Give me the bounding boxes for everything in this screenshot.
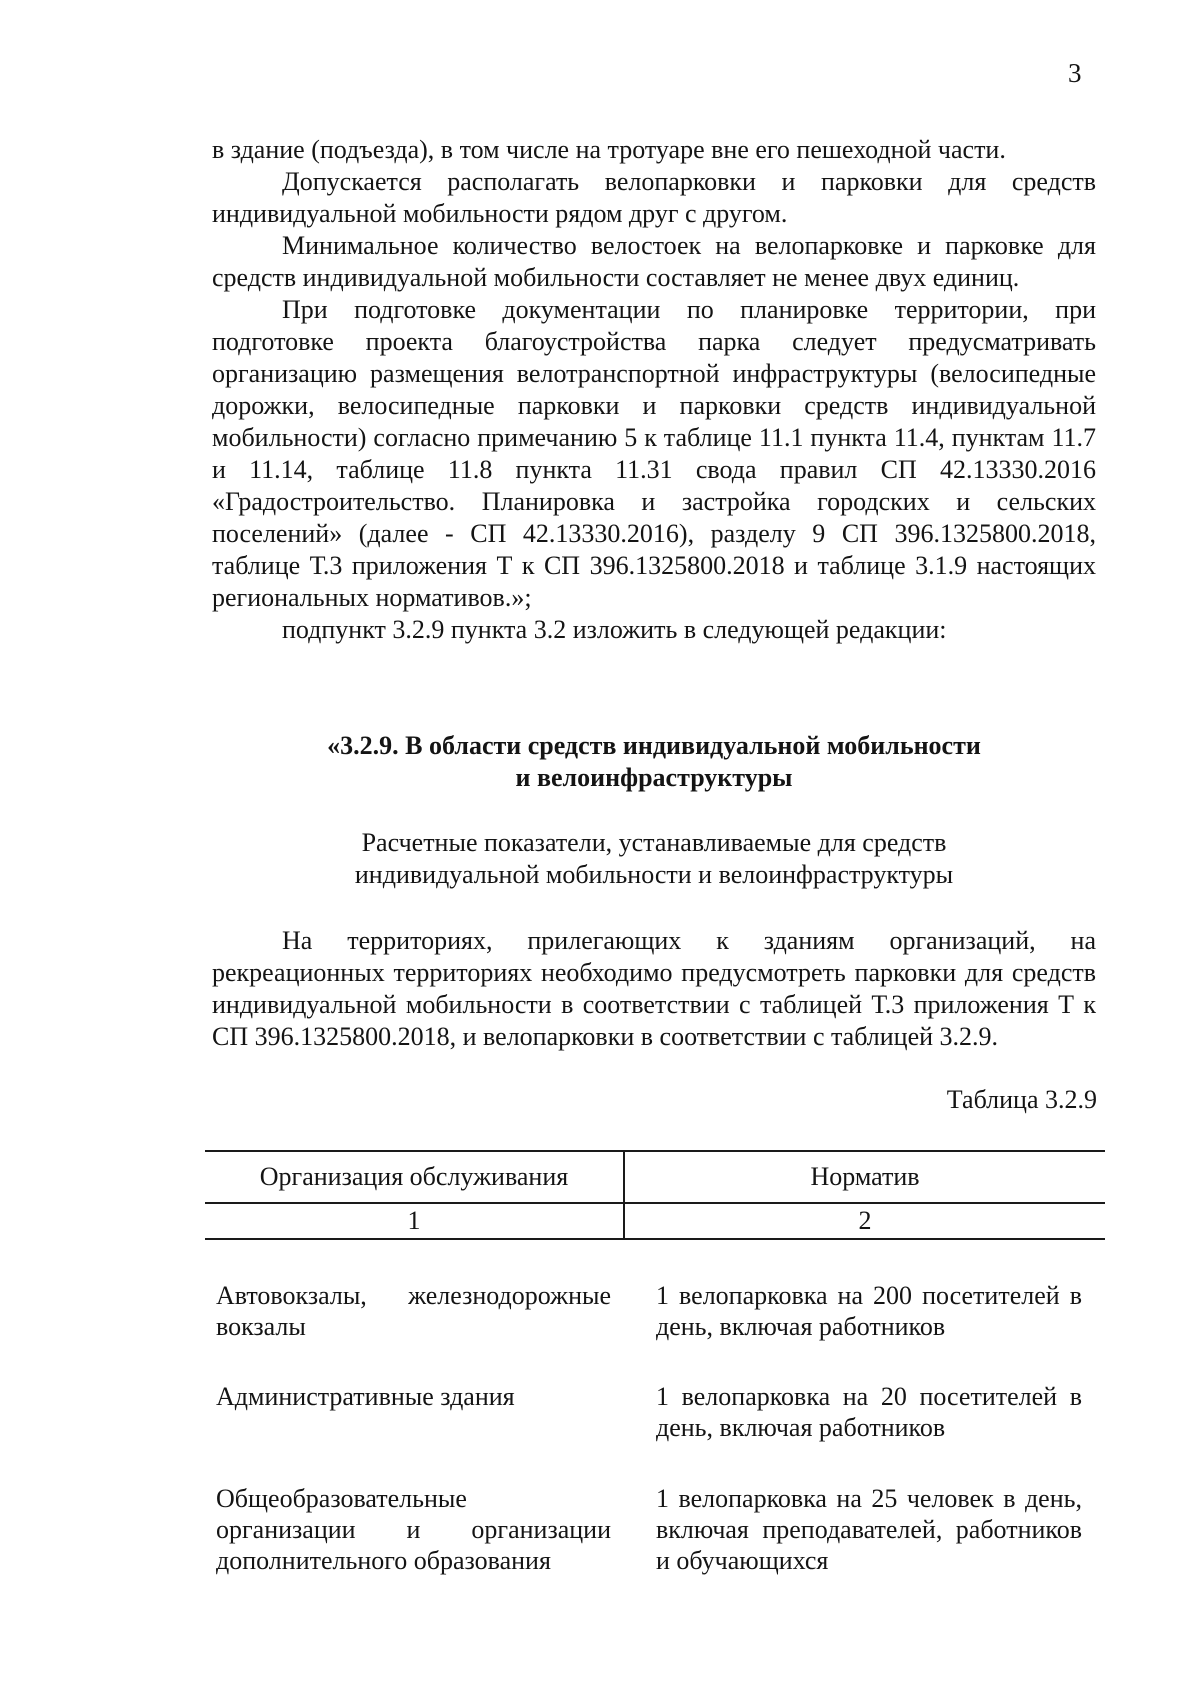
table-cell-organization: Общеобразовательные организации и организации дополнительного образования <box>216 1484 611 1575</box>
paragraph: Минимальное количество велостоек на велопарковке и парковке для средств индивидуальной мобильности составляет не менее двух единиц. <box>212 231 1096 292</box>
section-heading-line: и велоинфраструктуры <box>515 763 793 792</box>
table-rule-top <box>205 1150 1105 1152</box>
table-cell-organization: Автовокзалы, железнодорожные вокзалы <box>216 1281 611 1341</box>
table-header-organization: Организация обслуживания <box>259 1162 569 1191</box>
table-label: Таблица 3.2.9 <box>946 1085 1097 1114</box>
table-cell-norm: 1 велопарковка на 200 посетителей в день, включая работников <box>656 1281 1082 1341</box>
table-cell-norm: 1 велопарковка на 25 человек в день, включая преподавателей, работников и обучающихся <box>656 1484 1082 1575</box>
body-text-intro <box>212 925 1096 1053</box>
section-subheading-line: Расчетные показатели, устанавливаемые для средств <box>361 828 947 857</box>
table-cell-organization: Административные здания <box>216 1382 515 1411</box>
section-heading <box>212 730 1096 794</box>
paragraph: При подготовке документации по планировке территории, при подготовке проекта благоустройства парка следует предусматривать организацию размещения велотранспортной инфраструктуры (велосипедные дорожки, велосипедные парковки и парковки средств индивидуальной мобильности) согласно примечанию 5 к таблице 11.1 пункта 11.4, пунктам 11.7 и 11.14, таблице 11.8 пункта 11.31 свода правил СП 42.13330.2016 «Градостроительство. Планировка и застройка городских и сельских поселений» (далее - СП 42.13330.2016), разделу 9 СП 396.1325800.2018, таблице Т.3 приложения Т к СП 396.1325800.2018 и таблице 3.1.9 настоящих региональных нормативов.»; <box>212 295 1096 612</box>
table-header <box>205 1150 1105 1240</box>
paragraph: На территориях, прилегающих к зданиям организаций, на рекреационных территориях необходимо предусмотреть парковки для средств индивидуальной мобильности в соответствии с таблицей Т.3 приложения Т к СП 396.1325800.2018, и велопарковки в соответствии с таблицей 3.2.9. <box>212 926 1096 1051</box>
paragraph: подпункт 3.2.9 пункта 3.2 изложить в следующей редакции: <box>282 615 947 644</box>
table-rule-mid <box>205 1202 1105 1204</box>
paragraph: Допускается располагать велопарковки и парковки для средств индивидуальной мобильности рядом друг с другом. <box>212 167 1096 228</box>
section-subheading <box>212 827 1096 891</box>
body-text-top <box>212 134 1096 646</box>
table-column-number: 2 <box>858 1206 872 1235</box>
table-cell-norm: 1 велопарковка на 20 посетителей в день, включая работников <box>656 1382 1082 1442</box>
table-header-norm: Норматив <box>810 1162 920 1191</box>
table-rule-bottom <box>205 1238 1105 1240</box>
section-subheading-line: индивидуальной мобильности и велоинфраструктуры <box>354 860 954 889</box>
section-heading-line: «3.2.9. В области средств индивидуальной мобильности <box>327 731 981 760</box>
paragraph: в здание (подъезда), в том числе на тротуаре вне его пешеходной части. <box>212 135 1006 164</box>
table-column-number: 1 <box>407 1206 421 1235</box>
page-number: 3 <box>1068 58 1082 88</box>
